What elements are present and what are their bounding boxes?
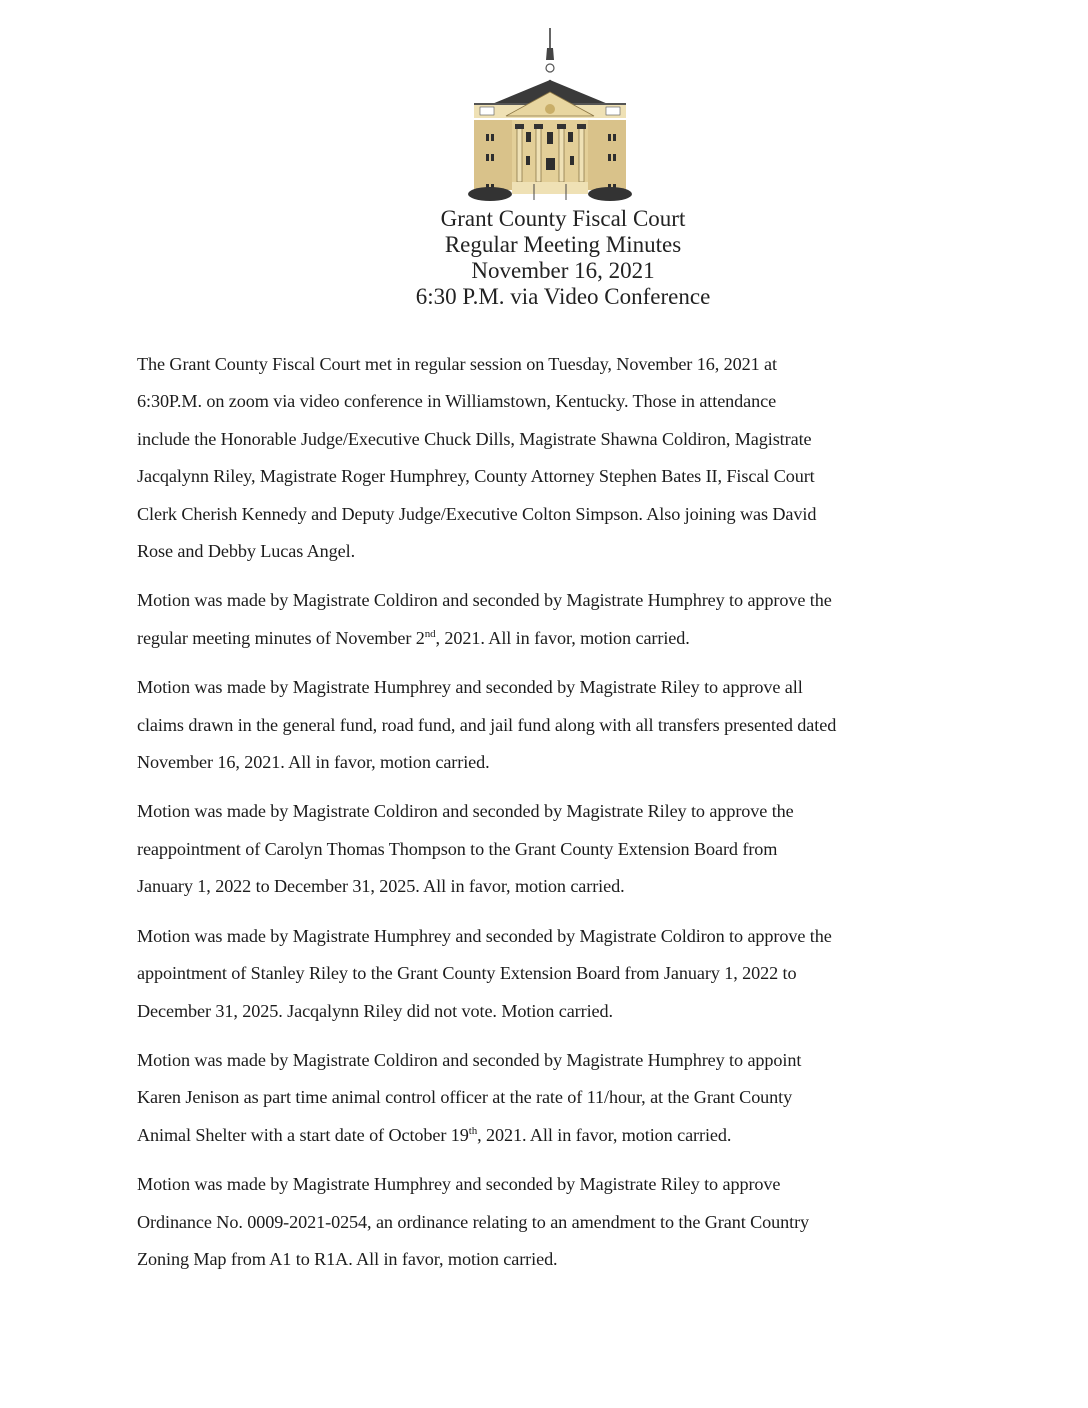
text-line: reappointment of Carolyn Thomas Thompson to the Grant County Extension Board from xyxy=(137,838,778,859)
courthouse-logo-icon xyxy=(462,26,638,202)
text-line: Motion was made by Magistrate Humphrey and seconded by Magistrate Coldiron to approve the xyxy=(137,925,832,946)
organization-title: Grant County Fiscal Court xyxy=(440,206,686,231)
motion-paragraph xyxy=(137,793,977,905)
text-line: Motion was made by Magistrate Coldiron and seconded by Magistrate Humphrey to appoint xyxy=(137,1049,802,1070)
text-segment: , 2021. All in favor, motion carried. xyxy=(435,627,690,648)
text-line: December 31, 2025. Jacqalynn Riley did not vote. Motion carried. xyxy=(137,1000,613,1021)
motion-paragraph xyxy=(137,669,977,781)
text-line: Zoning Map from A1 to R1A. All in favor, motion carried. xyxy=(137,1248,558,1269)
text-line: Motion was made by Magistrate Humphrey and seconded by Magistrate Riley to approve all xyxy=(137,677,803,698)
minutes-body xyxy=(137,346,977,1290)
text-line: Motion was made by Magistrate Coldiron and seconded by Magistrate Riley to approve the xyxy=(137,801,794,822)
motion-paragraph xyxy=(137,582,977,657)
attendance-paragraph xyxy=(137,346,977,570)
text-line: Karen Jenison as part time animal control officer at the rate of 11/hour, at the Grant County xyxy=(137,1087,793,1108)
text-line: 6:30P.M. on zoom via video conference in Williamstown, Kentucky. Those in attendance xyxy=(137,391,777,412)
motion-paragraph xyxy=(137,918,977,1030)
text-line: Rose and Debby Lucas Angel. xyxy=(137,541,356,562)
document-title: Regular Meeting Minutes xyxy=(444,232,682,257)
text-segment: Animal Shelter with a start date of October 19 xyxy=(137,1124,469,1145)
text-line: include the Honorable Judge/Executive Chuck Dills, Magistrate Shawna Coldiron, Magistrate xyxy=(137,428,812,449)
text-line: Ordinance No. 0009-2021-0254, an ordinance relating to an amendment to the Grant Country xyxy=(137,1211,810,1232)
text-line: November 16, 2021. All in favor, motion carried. xyxy=(137,752,490,773)
text-line xyxy=(137,620,977,657)
text-line: Motion was made by Magistrate Coldiron and seconded by Magistrate Humphrey to approve the xyxy=(137,590,832,611)
ordinal-suffix: th xyxy=(468,1124,478,1137)
text-line: appointment of Stanley Riley to the Grant County Extension Board from January 1, 2022 to xyxy=(137,963,797,984)
text-line: Jacqalynn Riley, Magistrate Roger Humphrey, County Attorney Stephen Bates II, Fiscal Court xyxy=(137,466,815,487)
text-line xyxy=(137,1117,977,1154)
text-line: January 1, 2022 to December 31, 2025. All in favor, motion carried. xyxy=(137,876,625,897)
ordinal-suffix: nd xyxy=(424,627,436,640)
motion-paragraph xyxy=(137,1166,977,1278)
text-line: Motion was made by Magistrate Humphrey and seconded by Magistrate Riley to approve xyxy=(137,1174,781,1195)
meeting-date: November 16, 2021 xyxy=(471,258,655,283)
meeting-time-location: 6:30 P.M. via Video Conference xyxy=(415,284,711,309)
document-header xyxy=(0,206,1088,310)
text-line: claims drawn in the general fund, road fund, and jail fund along with all transfers presented dated xyxy=(137,714,837,735)
text-line: Clerk Cherish Kennedy and Deputy Judge/Executive Colton Simpson. Also joining was David xyxy=(137,503,817,524)
motion-paragraph xyxy=(137,1042,977,1154)
text-segment: , 2021. All in favor, motion carried. xyxy=(477,1124,732,1145)
text-line: The Grant County Fiscal Court met in regular session on Tuesday, November 16, 2021 at xyxy=(137,354,777,374)
text-segment: regular meeting minutes of November 2 xyxy=(137,627,425,648)
